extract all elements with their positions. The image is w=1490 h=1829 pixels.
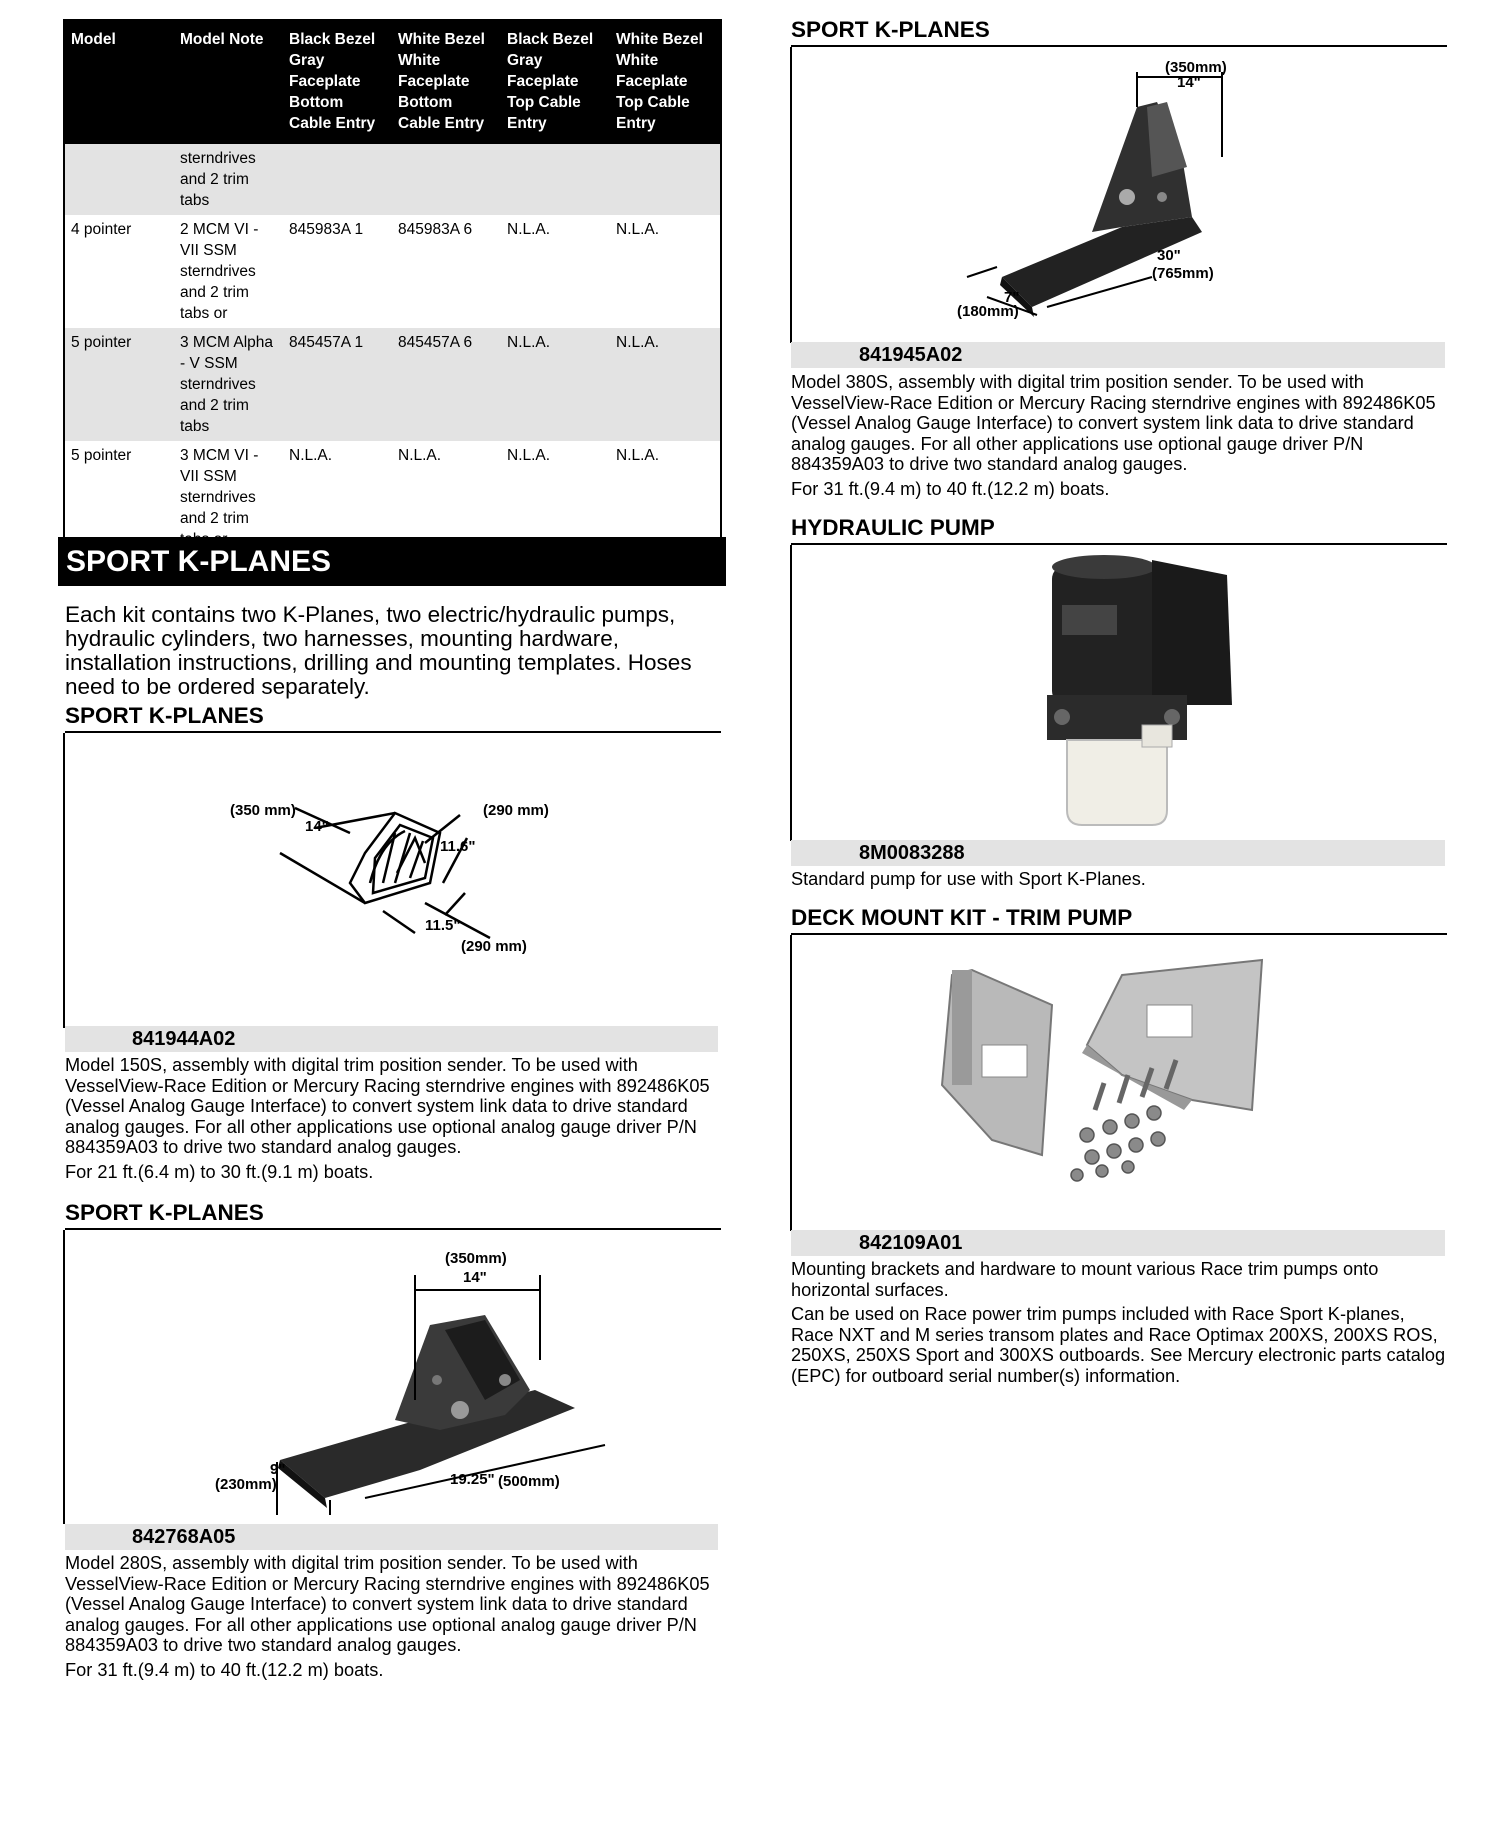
- product-title: DECK MOUNT KIT - TRIM PUMP: [791, 905, 1447, 935]
- header-col-1: Black Bezel Gray Faceplate Bottom Cable Entry: [283, 21, 392, 144]
- description-text: For 31 ft.(9.4 m) to 40 ft.(12.2 m) boats.: [791, 478, 1110, 499]
- dim-label: (350mm): [445, 1250, 507, 1267]
- hydraulic-pump-image: [792, 545, 1447, 841]
- table-header-row: [65, 21, 720, 144]
- header-col-2: White Bezel White Faceplate Bottom Cable Entry: [392, 21, 501, 144]
- cell-part: N.L.A.: [616, 447, 660, 464]
- dim-label: 30": [1157, 247, 1181, 264]
- part-number: 842109A01: [791, 1230, 1445, 1256]
- cell-model: 4 pointer: [71, 221, 132, 238]
- description-text: Model 150S, assembly with digital trim position sender. To be used with VesselView-Race Edition or Mercury Racing sterndrive engines with 892486K05 (Vessel Analog Gauge Interface) to convert system link data to drive standard analog gauges. For all other applications use optional analog gauge driver P/N 884359A03 to drive two standard analog gauges.: [65, 1055, 710, 1157]
- kplane-280s-image: [65, 1230, 721, 1524]
- product-description: [791, 1259, 1446, 1390]
- header-col-4: White Bezel White Faceplate Top Cable Entry: [610, 21, 720, 144]
- dim-label: 14": [463, 1269, 487, 1286]
- description-text: For 21 ft.(6.4 m) to 30 ft.(9.1 m) boats.: [65, 1161, 374, 1182]
- table-row: [65, 328, 720, 441]
- dim-label: (350 mm): [230, 802, 296, 819]
- product-title: SPORT K-PLANES: [65, 1200, 721, 1230]
- cell-part: [501, 144, 610, 215]
- product-image-box: [63, 733, 721, 1028]
- description-text: Model 280S, assembly with digital trim position sender. To be used with VesselView-Race Edition or Mercury Racing sterndrive engines with 892486K05 (Vessel Analog Gauge Interface) to convert system link data to drive standard analog gauges. For all other applications use optional analog gauge driver P/N 884359A03 to drive two standard analog gauges.: [65, 1553, 710, 1655]
- dim-label: 19.25": [450, 1471, 495, 1488]
- table-row: [65, 215, 720, 328]
- description-text: Can be used on Race power trim pumps included with Race Sport K-planes, Race NXT and M series transom plates and Race Optimax 200XS, 200XS ROS, 250XS, 250XS Sport and 300XS outboards. See Mercury electronic parts catalog (EPC) for outboard serial number(s) information.: [791, 1304, 1446, 1386]
- product-image-box: [790, 47, 1447, 343]
- product-description: [65, 1553, 720, 1684]
- description-text: For 31 ft.(9.4 m) to 40 ft.(12.2 m) boats.: [65, 1659, 384, 1680]
- cell-part: 845983A 1: [289, 221, 364, 238]
- cell-part: 845457A 6: [392, 328, 501, 441]
- product-title: SPORT K-PLANES: [65, 703, 721, 733]
- cell-part: 845983A 6: [398, 221, 473, 238]
- dim-label: 9": [270, 1461, 286, 1478]
- dim-label: 11.5": [425, 917, 461, 934]
- gauge-table: [63, 19, 722, 556]
- cell-part: [283, 144, 392, 215]
- dim-label: (290 mm): [461, 938, 527, 955]
- dim-label: (500mm): [498, 1473, 560, 1490]
- dim-label: (230mm): [215, 1476, 277, 1493]
- cell-part: [610, 144, 720, 215]
- cell-part: 845457A 1: [283, 328, 392, 441]
- section-banner: SPORT K-PLANES: [58, 537, 726, 586]
- deck-mount-kit-image: [792, 935, 1447, 1231]
- header-model-note: Model Note: [174, 21, 283, 144]
- description-text: Standard pump for use with Sport K-Planes.: [791, 869, 1146, 889]
- product-title: SPORT K-PLANES: [791, 17, 1447, 47]
- cell-part: N.L.A.: [501, 328, 610, 441]
- product-image-box: [63, 1230, 721, 1524]
- header-model: Model: [65, 21, 174, 144]
- part-number: 841945A02: [791, 342, 1445, 368]
- description-text: Model 380S, assembly with digital trim position sender. To be used with VesselView-Race Edition or Mercury Racing sterndrive engines with 892486K05 (Vessel Analog Gauge Interface) to convert system link data to drive standard analog gauges. For all other applications use optional gauge driver P/N 884359A03 to drive two standard analog gauges.: [791, 372, 1436, 474]
- cell-model: [65, 144, 174, 215]
- part-number: 842768A05: [65, 1524, 718, 1550]
- dim-label: (180mm): [957, 303, 1019, 320]
- cell-note: 2 MCM VI - VII SSM sterndrives and 2 trim tabs or: [180, 221, 259, 322]
- dim-label: 14": [305, 818, 329, 835]
- dim-label: (350mm): [1165, 59, 1227, 76]
- dim-label: 11.6": [440, 838, 476, 855]
- cell-note: 3 MCM Alpha - V SSM sterndrives and 2 trim tabs: [174, 328, 283, 441]
- cell-part: N.L.A.: [610, 328, 720, 441]
- part-number: 8M0083288: [791, 840, 1445, 866]
- cell-note: sterndrives and 2 trim tabs: [174, 144, 283, 215]
- cell-model: 5 pointer: [71, 447, 132, 464]
- part-number: 841944A02: [65, 1026, 718, 1052]
- cell-part: N.L.A.: [507, 221, 551, 238]
- cell-part: N.L.A.: [398, 447, 442, 464]
- header-col-3: Black Bezel Gray Faceplate Top Cable Entry: [501, 21, 610, 144]
- cell-model: 5 pointer: [65, 328, 174, 441]
- product-image-box: [790, 935, 1447, 1231]
- section-intro: Each kit contains two K-Planes, two electric/hydraulic pumps, hydraulic cylinders, two harnesses, mounting hardware, installation instructions, drilling and mounting templates. Hoses need to be ordered separately.: [65, 602, 692, 699]
- table-row: [65, 144, 720, 215]
- product-title: HYDRAULIC PUMP: [791, 515, 1447, 545]
- cell-part: N.L.A.: [289, 447, 333, 464]
- cell-part: [392, 144, 501, 215]
- dim-label: 14": [1177, 74, 1201, 91]
- description-text: Mounting brackets and hardware to mount various Race trim pumps onto horizontal surfaces.: [791, 1259, 1379, 1300]
- product-description: [791, 869, 1446, 894]
- cell-part: N.L.A.: [616, 221, 660, 238]
- dim-label: (765mm): [1152, 265, 1214, 282]
- product-image-box: [790, 545, 1447, 841]
- kplane-150s-diagram: [65, 733, 721, 1028]
- product-description: [791, 372, 1446, 503]
- dim-label: 7": [1004, 289, 1020, 306]
- cell-part: N.L.A.: [507, 447, 551, 464]
- product-description: [65, 1055, 720, 1186]
- dim-label: (290 mm): [483, 802, 549, 819]
- cell-note: 3 MCM VI - VII SSM sterndrives and 2 trim: [180, 447, 259, 527]
- kplane-380s-image: [792, 47, 1447, 343]
